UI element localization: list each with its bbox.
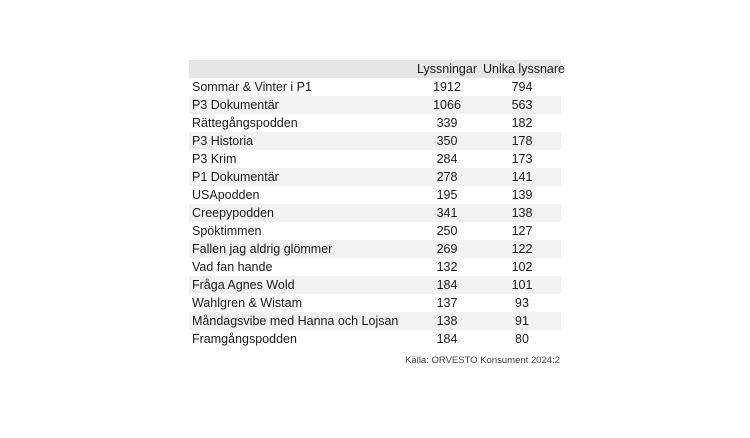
cell-unika-lyssnare: 563 [483,96,561,114]
header-lyssningar: Lyssningar [411,60,483,78]
header-name [189,60,411,78]
table-header-row [189,60,561,78]
cell-lyssningar: 341 [411,204,483,222]
cell-lyssningar: 250 [411,222,483,240]
cell-lyssningar: 132 [411,258,483,276]
cell-podcast-name: P3 Dokumentär [189,96,411,114]
cell-lyssningar: 184 [411,276,483,294]
cell-podcast-name: Fallen jag aldrig glömmer [189,240,411,258]
cell-podcast-name: Vad fan hande [189,258,411,276]
cell-podcast-name: Rättegångspodden [189,114,411,132]
source-note: Källa: ORVESTO Konsument 2024:2 [405,355,560,366]
cell-podcast-name: Framgångspodden [189,330,411,348]
cell-podcast-name: P3 Historia [189,132,411,150]
cell-lyssningar: 350 [411,132,483,150]
table-row [189,312,561,330]
cell-lyssningar: 278 [411,168,483,186]
cell-unika-lyssnare: 173 [483,150,561,168]
cell-unika-lyssnare: 138 [483,204,561,222]
cell-unika-lyssnare: 101 [483,276,561,294]
cell-lyssningar: 195 [411,186,483,204]
table-row [189,132,561,150]
podcast-table [189,60,565,348]
cell-lyssningar: 137 [411,294,483,312]
table-row [189,276,561,294]
cell-unika-lyssnare: 80 [483,330,561,348]
table-row [189,96,561,114]
cell-podcast-name: P1 Dokumentär [189,168,411,186]
podcast-table-container [189,60,565,348]
cell-podcast-name: Sommar & Vinter i P1 [189,78,411,96]
cell-unika-lyssnare: 122 [483,240,561,258]
cell-unika-lyssnare: 182 [483,114,561,132]
cell-podcast-name: Fråga Agnes Wold [189,276,411,294]
cell-lyssningar: 1912 [411,78,483,96]
table-row [189,330,561,348]
cell-podcast-name: Creepypodden [189,204,411,222]
cell-lyssningar: 138 [411,312,483,330]
table-row [189,204,561,222]
table-row [189,186,561,204]
cell-lyssningar: 339 [411,114,483,132]
table-row [189,78,561,96]
cell-unika-lyssnare: 91 [483,312,561,330]
table-row [189,240,561,258]
cell-unika-lyssnare: 794 [483,78,561,96]
cell-unika-lyssnare: 127 [483,222,561,240]
header-unika-lyssnare: Unika lyssnare [483,62,565,76]
cell-unika-lyssnare: 93 [483,294,561,312]
cell-unika-lyssnare: 102 [483,258,561,276]
cell-lyssningar: 184 [411,330,483,348]
cell-podcast-name: Wahlgren & Wistam [189,294,411,312]
cell-lyssningar: 269 [411,240,483,258]
cell-podcast-name: USApodden [189,186,411,204]
cell-podcast-name: Spöktimmen [189,222,411,240]
table-row [189,258,561,276]
cell-podcast-name: Måndagsvibe med Hanna och Lojsan [189,312,411,330]
cell-unika-lyssnare: 141 [483,168,561,186]
cell-unika-lyssnare: 139 [483,186,561,204]
cell-unika-lyssnare: 178 [483,132,561,150]
table-row [189,114,561,132]
table-row [189,294,561,312]
cell-lyssningar: 284 [411,150,483,168]
table-body [189,78,561,348]
table-row [189,168,561,186]
cell-podcast-name: P3 Krim [189,150,411,168]
table-row [189,222,561,240]
table-row [189,150,561,168]
cell-lyssningar: 1066 [411,96,483,114]
